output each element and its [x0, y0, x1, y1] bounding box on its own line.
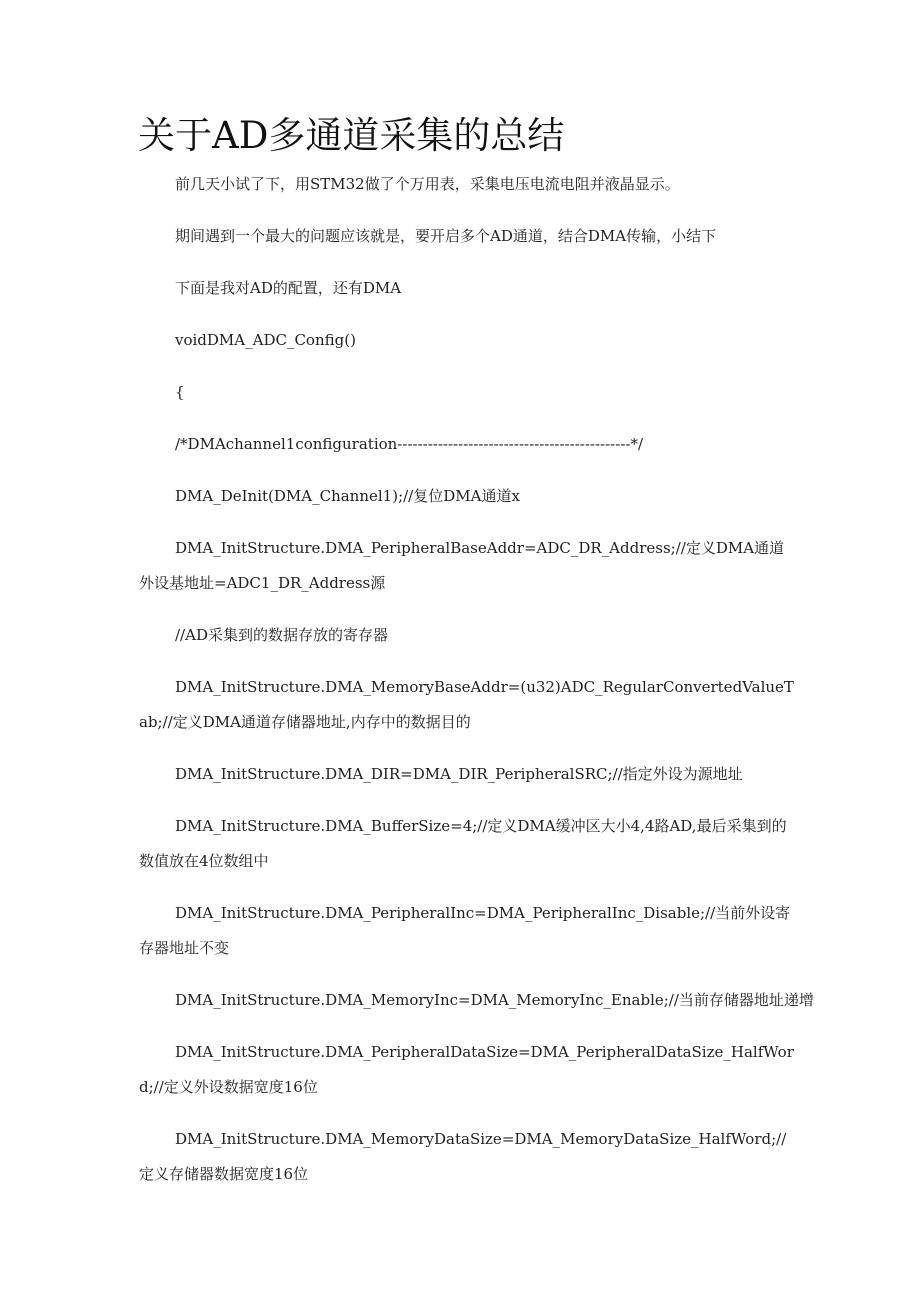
code-line-memory-base-addr: DMA_InitStructure.DMA_MemoryBaseAddr=(u32)ADC_RegularConvertedValueTab;//定义DMA通道存储器地址,内存中的数据目的 — [139, 678, 794, 731]
code-line-memory-data-size: DMA_InitStructure.DMA_MemoryDataSize=DMA_MemoryDataSize_HalfWord;//定义存储器数据宽度16位 — [139, 1130, 787, 1183]
paragraph-problem: 期间遇到一个最大的问题应该就是，要开启多个AD通道，结合DMA传输，小结下 — [175, 227, 717, 245]
code-line-peripheral-data-size: DMA_InitStructure.DMA_PeripheralDataSize=DMA_PeripheralDataSize_HalfWord;//定义外设数据宽度16位 — [139, 1043, 794, 1096]
code-line-comment-ad-register: //AD采集到的数据存放的寄存器 — [175, 626, 388, 644]
code-line-peripheral-base-addr: DMA_InitStructure.DMA_PeripheralBaseAddr=ADC_DR_Address;//定义DMA通道外设基地址=ADC1_DR_Address源 — [139, 539, 785, 592]
code-line-dma-deinit: DMA_DeInit(DMA_Channel1);//复位DMA通道x — [175, 487, 520, 505]
code-line-peripheral-inc: DMA_InitStructure.DMA_PeripheralInc=DMA_PeripheralInc_Disable;//当前外设寄存器地址不变 — [139, 904, 791, 957]
code-line-dma-dir: DMA_InitStructure.DMA_DIR=DMA_DIR_PeripheralSRC;//指定外设为源地址 — [175, 765, 743, 783]
code-line-open-brace: { — [175, 383, 185, 401]
document-title: 关于AD多通道采集的总结 — [138, 114, 565, 157]
code-line-memory-inc: DMA_InitStructure.DMA_MemoryInc=DMA_MemoryInc_Enable;//当前存储器地址递增 — [175, 991, 814, 1009]
paragraph-config-intro: 下面是我对AD的配置，还有DMA — [175, 279, 402, 297]
code-line-comment-dma-channel: /*DMAchannel1configuration----------------------------------------------*/ — [175, 435, 644, 453]
code-line-function-signature: voidDMA_ADC_Config() — [175, 331, 356, 349]
paragraph-intro: 前几天小试了下，用STM32做了个万用表，采集电压电流电阻并液晶显示。 — [175, 175, 680, 193]
code-line-buffer-size: DMA_InitStructure.DMA_BufferSize=4;//定义DMA缓冲区大小4,4路AD,最后采集到的数值放在4位数组中 — [139, 817, 787, 870]
